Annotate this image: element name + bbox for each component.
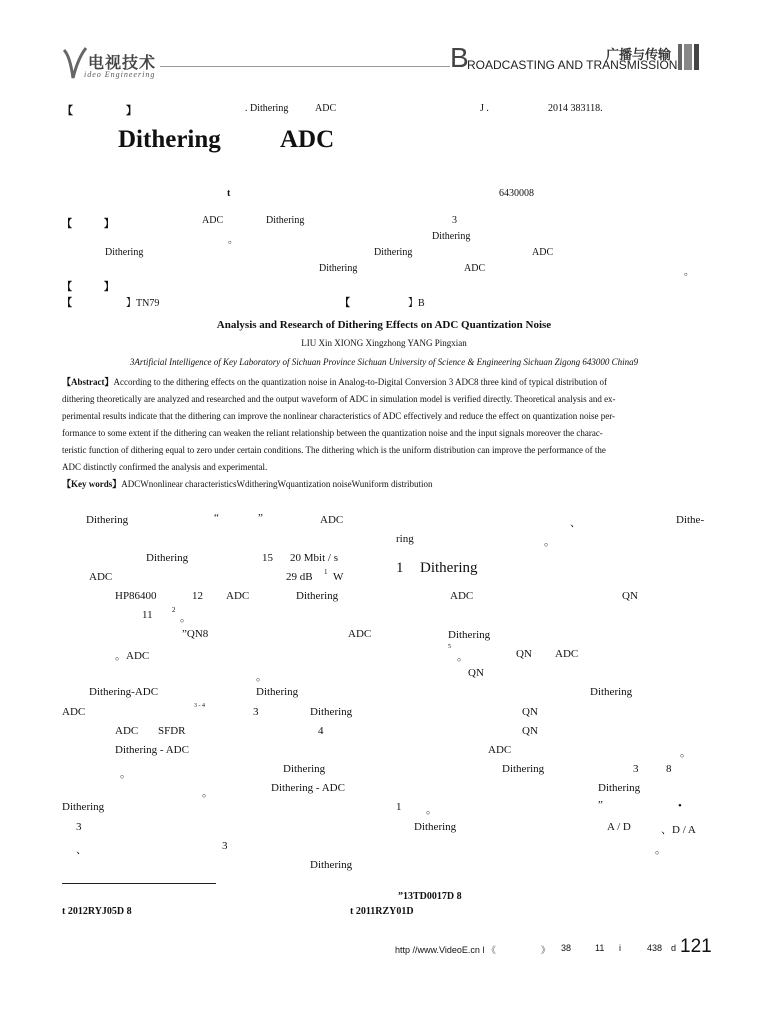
text: Dithering - ADC	[115, 744, 189, 756]
text: ADC	[320, 514, 344, 526]
fund-2: t 2012RYJ05D 8	[62, 906, 132, 917]
text: 3	[76, 821, 82, 833]
postcode: 6430008	[499, 188, 534, 199]
citation-middle: . Dithering	[245, 103, 289, 114]
text: 29 dB	[286, 571, 313, 583]
title-dithering: Dithering	[118, 126, 221, 153]
text: 。	[256, 671, 267, 683]
text: 2	[172, 606, 176, 614]
abstract-line: perimental results indicate that the dithering can improve the nonlinear characteristics of ADC effectively and reduce the effect on quantization noise per-	[62, 411, 616, 421]
text: 。	[684, 267, 694, 278]
text: HP86400	[115, 590, 157, 602]
text: •	[678, 800, 682, 812]
keywords-label: 【Key words】	[62, 479, 122, 489]
text: 5	[448, 644, 451, 650]
abstract-line: According to the dithering effects on the quantization noise in Analog-to-Digital Conversion 3 ADC8 three kind of typical distribution of	[113, 377, 607, 387]
text: 。	[180, 612, 191, 624]
page-number: 121	[680, 936, 712, 957]
text: ADC	[555, 648, 579, 660]
text: Dithering	[374, 247, 413, 258]
abstract-label: 【Abstract】	[62, 377, 114, 387]
text: 。	[120, 768, 131, 780]
text: 。	[426, 804, 437, 816]
text: W	[333, 571, 344, 583]
text: Dithering-ADC	[89, 686, 159, 698]
english-keywords	[62, 477, 433, 490]
citation-adc: ADC	[315, 103, 337, 114]
text: Dithering	[256, 686, 299, 698]
english-affiliation: 3Artificial Intelligence of Key Laboratory of Sichuan Province Sichuan University of Science & Engineering Sichuan Zigong 643000 China9	[129, 357, 639, 367]
text: Dithering	[310, 706, 353, 718]
english-title: Analysis and Research of Dithering Effects on ADC Quantization Noise	[216, 319, 552, 331]
keywords-text: ADCWnonlinear characteristicsWditheringWquantization noiseWuniform distribution	[121, 479, 433, 489]
text: 8	[666, 763, 672, 775]
text: 。	[655, 844, 666, 856]
text: ”QN8	[182, 628, 209, 640]
abstract-line: formance to some extent if the dithering can weaken the reliant relationship between the quantization noise and the input signals moreover the charac-	[62, 428, 603, 438]
text: Dithering	[319, 263, 358, 274]
section-label-cn: 广播与传输	[606, 47, 672, 62]
citation-bracket-close: 】	[126, 105, 137, 117]
text: 。	[202, 787, 213, 799]
text: Dithering	[598, 782, 641, 794]
abstract-line: teristic function of dithering equal to zero under certain conditions. The dithering which is the uniform distribution can improve the performance of the	[62, 445, 606, 455]
footer-total: 438	[647, 943, 663, 953]
text: 3	[222, 840, 228, 852]
text: 、	[76, 844, 87, 856]
journal-logo	[62, 44, 172, 84]
text: SFDR	[158, 725, 186, 737]
fund-1: ”13TD0017D 8	[398, 891, 462, 902]
text: ADC	[464, 263, 486, 274]
section-big-b: B	[450, 42, 469, 73]
text: QN	[522, 725, 538, 737]
text: 3	[633, 763, 639, 775]
text: Dithe-	[676, 514, 705, 526]
keywords-cn-open: 【	[62, 282, 72, 293]
footer-d: d	[671, 943, 677, 953]
footer-url[interactable]: http //www.VideoE.cn l 《	[395, 945, 496, 955]
logo-cn: 电视技术	[88, 55, 157, 72]
text: Dithering	[266, 215, 305, 226]
abstract-line: dithering theoretically are analyzed and researched and the output waveform of ADC in simulation model is verified directly. Theoretical analysis and ex-	[62, 394, 616, 404]
header-rule	[160, 66, 450, 67]
doc-code: 】B	[408, 298, 425, 309]
text: 1	[396, 801, 402, 813]
text: 12	[192, 590, 203, 602]
section-number: 1	[396, 560, 404, 576]
footnote-rule	[62, 883, 216, 884]
clc-number: 】TN79	[126, 298, 160, 309]
text: ADC	[348, 628, 372, 640]
text: Dithering	[86, 514, 129, 526]
footer-close: 》	[541, 945, 551, 955]
text: 。	[680, 747, 691, 759]
text: Dithering - ADC	[271, 782, 345, 794]
text: Dithering	[296, 590, 339, 602]
text: Dithering	[62, 801, 105, 813]
text: 。	[544, 536, 555, 548]
text: Dithering	[448, 629, 491, 641]
text: ”	[598, 799, 603, 811]
citation-type: J .	[480, 103, 489, 114]
section-bars-icon	[678, 44, 700, 70]
text: 3	[452, 215, 457, 226]
text: ADC	[488, 744, 512, 756]
english-authors: LIU Xin XIONG Xingzhong YANG Pingxian	[301, 338, 467, 348]
text: Dithering	[414, 821, 457, 833]
abstract-cn-open: 【	[62, 219, 72, 230]
text: 、D / A	[661, 824, 696, 836]
text: Dithering	[310, 859, 353, 871]
text: Dithering	[502, 763, 545, 775]
text: 20 Mbit / s	[290, 552, 338, 564]
footer-volume: 38	[561, 943, 572, 953]
text: ADC	[226, 590, 250, 602]
clc-open: 【	[62, 298, 72, 309]
text: ADC	[89, 571, 113, 583]
text: 、	[570, 517, 581, 529]
english-abstract	[62, 374, 708, 476]
text: QN	[468, 667, 484, 679]
text: 3 - 4	[194, 703, 205, 709]
text: ADC	[62, 706, 86, 718]
affiliation-t: t	[227, 188, 231, 199]
text: Dithering	[283, 763, 326, 775]
text: Dithering	[432, 231, 471, 242]
text: 。	[228, 235, 238, 246]
text: 1	[324, 568, 328, 576]
text: 。	[457, 651, 468, 663]
footer-i: i	[619, 943, 621, 953]
text: ADC	[532, 247, 554, 258]
text: ADC	[202, 215, 224, 226]
citation-bracket-open: 【	[62, 105, 73, 117]
text: QN	[516, 648, 532, 660]
abstract-line: ADC distinctly confirmed the analysis and experimental.	[62, 462, 268, 472]
section-label-en: ROADCASTING AND TRANSMISSION	[467, 58, 678, 72]
text: Dithering	[105, 247, 144, 258]
text: 。ADC	[115, 650, 150, 662]
abstract-cn-close: 】	[104, 219, 114, 230]
logo-en: ideo Engineering	[84, 70, 156, 79]
fund-3: t 2011RZY01D	[350, 906, 414, 917]
section-title: Dithering	[420, 560, 478, 576]
text: QN	[622, 590, 638, 602]
text: A / D	[607, 821, 631, 833]
keywords-cn-close: 】	[104, 282, 114, 293]
footer-issue: 11	[595, 943, 605, 953]
text: Dithering	[146, 552, 189, 564]
citation-ref: 2014 383118.	[548, 103, 603, 114]
text: “	[214, 512, 219, 524]
text: 3	[253, 706, 259, 718]
text: Dithering	[590, 686, 633, 698]
title-adc: ADC	[280, 126, 335, 153]
text: ring	[396, 533, 414, 545]
doc-code-open: 【	[340, 298, 350, 309]
text: ADC	[450, 590, 474, 602]
text: 15	[262, 552, 273, 564]
text: ”	[258, 512, 263, 524]
text: 11	[142, 609, 153, 621]
text: QN	[522, 706, 538, 718]
text: 4	[318, 725, 324, 737]
text: ADC	[115, 725, 139, 737]
